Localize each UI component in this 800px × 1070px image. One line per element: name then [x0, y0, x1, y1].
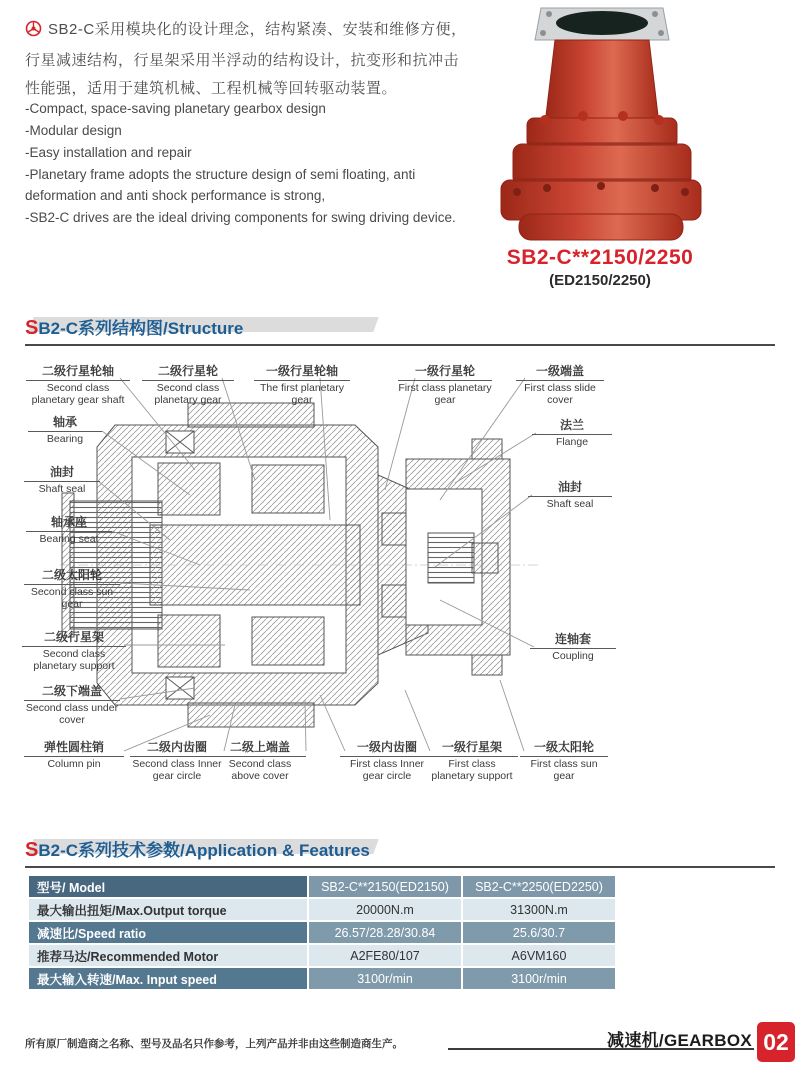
label-en: First class planetary support: [431, 758, 513, 783]
diagram-label: [24, 738, 124, 770]
diagram-label: [520, 738, 608, 782]
label-cn: 二级内齿圈: [130, 738, 224, 757]
diagram-label: [340, 738, 434, 782]
intro-paragraph-cn: [25, 16, 473, 102]
heading-text: B2-C系列结构图/Structure: [38, 319, 244, 338]
diagram-label: [532, 416, 612, 448]
row-label: 最大输出扭矩/Max.Output torque: [29, 899, 307, 920]
gearbox-photo-illustration: [483, 2, 717, 242]
footer-section-label: 减速机/GEARBOX: [607, 1031, 752, 1050]
label-cn: 二级太阳轮: [24, 566, 120, 585]
diagram-label: [214, 738, 306, 782]
row-value: A6VM160: [463, 945, 615, 966]
page-number-badge: 02: [757, 1022, 795, 1062]
label-en: First class slide cover: [524, 382, 596, 407]
label-en: Bearing seat: [39, 533, 99, 545]
section-heading-structure: [25, 314, 775, 346]
diagram-label: [26, 513, 112, 545]
label-cn: 一级端盖: [516, 362, 604, 381]
row-value: 3100r/min: [309, 968, 461, 989]
parameters-table: [27, 874, 617, 991]
diagram-label: [26, 362, 130, 406]
heading-text: B2-C系列技术参数/Application & Features: [38, 841, 370, 860]
model-block: [470, 246, 730, 289]
feature-item: -Planetary frame adopts the structure design of semi floating, anti deformation and anti shock performance is strong,: [25, 166, 416, 204]
diagram-label: [24, 463, 100, 495]
label-en: Shaft seal: [546, 498, 594, 510]
row-value: 31300N.m: [463, 899, 615, 920]
row-value: A2FE80/107: [309, 945, 461, 966]
label-en: Second class Inner gear circle: [132, 758, 222, 783]
heading-red-initial: S: [25, 839, 39, 861]
diagram-label: [130, 738, 224, 782]
feature-item: -SB2-C drives are the ideal driving components for swing driving device.: [25, 210, 456, 226]
label-cn: 一级行星轮轴: [254, 362, 350, 381]
label-en: Second class sun gear: [30, 586, 114, 611]
label-cn: 二级下端盖: [24, 682, 120, 701]
label-en: Flange: [555, 436, 589, 448]
diagram-label: [24, 682, 120, 726]
label-en: Shaft seal: [38, 483, 86, 495]
label-cn: 油封: [24, 463, 100, 482]
label-en: Second class under cover: [25, 702, 119, 727]
col-header-2250: SB2-C**2250(ED2250): [463, 876, 615, 897]
label-cn: 法兰: [532, 416, 612, 435]
row-label: 推荐马达/Recommended Motor: [29, 945, 307, 966]
diagram-label: [24, 566, 120, 610]
diagram-label: [530, 630, 616, 662]
intro-text-cn: SB2-C采用模块化的设计理念，结构紧凑、安装和维修方便，行星减速结构，行星架采用半浮动的结构设计，抗变形和抗冲击性能强，适用于建筑机械、工程机械等回转驱动装置。: [25, 21, 467, 97]
col-header-2150: SB2-C**2150(ED2150): [309, 876, 461, 897]
diagram-label: [516, 362, 604, 406]
diagram-label: [142, 362, 234, 406]
feature-item: -Compact, space-saving planetary gearbox design: [25, 101, 326, 116]
row-label: 最大输入转速/Max. Input speed: [29, 968, 307, 989]
label-en: Second class planetary gear shaft: [31, 382, 125, 407]
row-label: 减速比/Speed ratio: [29, 922, 307, 943]
label-cn: 二级行星轮轴: [26, 362, 130, 381]
label-en: Second class planetary gear: [154, 382, 222, 407]
product-photo: [483, 2, 717, 242]
label-cn: 一级行星轮: [398, 362, 492, 381]
diagram-label: [22, 628, 126, 672]
label-en: Coupling: [552, 650, 594, 662]
label-en: First class Inner gear circle: [349, 758, 425, 783]
label-en: First class planetary gear: [398, 382, 492, 407]
label-cn: 轴承: [28, 413, 102, 432]
label-en: First class sun gear: [530, 758, 598, 783]
table-row: [29, 922, 615, 943]
label-cn: 一级太阳轮: [520, 738, 608, 757]
feature-item: -Easy installation and repair: [25, 144, 192, 160]
table-row: [29, 899, 615, 920]
row-value: 3100r/min: [463, 968, 615, 989]
label-cn: 轴承座: [26, 513, 112, 532]
heading-red-initial: S: [25, 317, 39, 339]
label-en: Second class above cover: [228, 758, 292, 783]
label-cn: 连轴套: [530, 630, 616, 649]
diagram-label: [426, 738, 518, 782]
diagram-label: [528, 478, 612, 510]
label-cn: 二级行星轮: [142, 362, 234, 381]
brand-logo-icon: [25, 19, 42, 47]
row-value: 20000N.m: [309, 899, 461, 920]
feature-list: [25, 98, 485, 229]
diagram-label: [28, 413, 102, 445]
label-cn: 一级行星架: [426, 738, 518, 757]
table-row: [29, 945, 615, 966]
label-en: Column pin: [47, 758, 101, 770]
label-cn: 二级行星架: [22, 628, 126, 647]
label-cn: 油封: [528, 478, 612, 497]
feature-item: -Modular design: [25, 122, 122, 138]
label-cn: 一级内齿圈: [340, 738, 434, 757]
row-value: 26.57/28.28/30.84: [309, 922, 461, 943]
row-value: 25.6/30.7: [463, 922, 615, 943]
model-subname: (ED2150/2250): [549, 272, 651, 289]
label-en: The first planetary gear: [259, 382, 345, 407]
footer-disclaimer: 所有原厂制造商之名称、型号及品名只作参考，上列产品并非由这些制造商生产。: [25, 1038, 403, 1050]
diagram-label: [254, 362, 350, 406]
section-heading-params: [25, 836, 775, 868]
diagram-label: [398, 362, 492, 406]
label-cn: 弹性圆柱销: [24, 738, 124, 757]
table-row: [29, 968, 615, 989]
label-cn: 二级上端盖: [214, 738, 306, 757]
model-name: SB2-C**2150/2250: [506, 246, 694, 269]
label-en: Second class planetary support: [33, 648, 115, 673]
col-header-model: 型号/ Model: [29, 876, 307, 897]
label-en: Bearing: [46, 433, 84, 445]
table-header-row: [29, 876, 615, 897]
